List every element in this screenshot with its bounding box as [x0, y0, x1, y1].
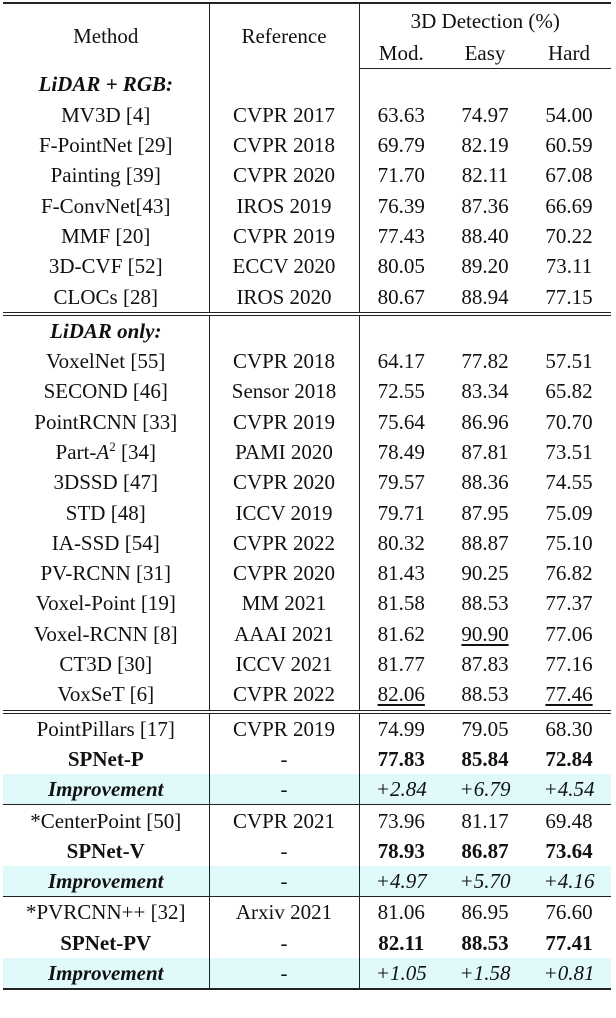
easy-value — [443, 251, 527, 281]
section-title-row — [3, 314, 611, 346]
improvement-row — [3, 866, 611, 897]
mod-value-text: 80.32 — [377, 530, 425, 555]
easy-value-text: 86.96 — [461, 409, 509, 434]
reference-cell: Sensor 2018 — [209, 376, 359, 406]
empty-cell — [359, 69, 443, 100]
mod-value — [359, 649, 443, 679]
table-row — [3, 160, 611, 190]
table-row — [3, 281, 611, 313]
method-cell: 3D-CVF [52] — [3, 251, 209, 281]
easy-value — [443, 407, 527, 437]
header-easy: Easy — [443, 38, 527, 69]
reference-cell: CVPR 2019 — [209, 407, 359, 437]
mod-value: 74.99 — [359, 712, 443, 744]
mod-value — [359, 467, 443, 497]
mod-value — [359, 588, 443, 618]
easy-value: 86.95 — [443, 897, 527, 928]
hard-value: 77.41 — [545, 930, 593, 955]
reference-cell: - — [209, 958, 359, 989]
ours-row — [3, 836, 611, 866]
hard-value-text: 75.09 — [545, 500, 593, 525]
easy-value — [443, 346, 527, 376]
hard-value — [527, 100, 611, 130]
method-cell: SPNet-V — [3, 836, 209, 866]
table-row — [3, 407, 611, 437]
easy-value-text: 87.95 — [461, 500, 509, 525]
easy-value-text: 87.36 — [461, 193, 509, 218]
reference-cell: Arxiv 2021 — [209, 897, 359, 928]
empty-cell — [527, 314, 611, 346]
mod-value-text: 81.43 — [377, 561, 425, 586]
reference-cell: IROS 2020 — [209, 281, 359, 313]
easy-value: +5.70 — [443, 866, 527, 897]
method-sup: 2 — [109, 439, 116, 454]
mod-value — [359, 221, 443, 251]
reference-cell: ICCV 2021 — [209, 649, 359, 679]
mod-value-text: 76.39 — [377, 193, 425, 218]
reference-cell: CVPR 2018 — [209, 346, 359, 376]
method-cell: STD [48] — [3, 497, 209, 527]
reference-cell: CVPR 2020 — [209, 160, 359, 190]
mod-value — [359, 528, 443, 558]
mod-value: 77.83 — [377, 746, 425, 771]
easy-value-text: 87.81 — [461, 440, 509, 464]
easy-value-text: 82.19 — [461, 133, 509, 158]
easy-value-text: 82.11 — [461, 163, 509, 188]
header-reference: Reference — [209, 3, 359, 69]
reference-cell: CVPR 2018 — [209, 130, 359, 160]
hard-value — [527, 619, 611, 649]
method-cell: MMF [20] — [3, 221, 209, 251]
hard-value — [527, 376, 611, 406]
hard-value — [527, 281, 611, 313]
mod-value-text: 81.62 — [377, 621, 425, 646]
easy-value-text: 90.25 — [461, 561, 509, 586]
detection-results-table — [3, 2, 611, 990]
mod-value-text: 80.67 — [377, 284, 425, 309]
improvement-label: Improvement — [3, 866, 209, 897]
header-hard: Hard — [527, 38, 611, 69]
mod-value — [359, 281, 443, 313]
table-row — [3, 528, 611, 558]
hard-value-text: 66.69 — [545, 193, 593, 218]
mod-value — [359, 376, 443, 406]
hard-value-text: 57.51 — [545, 349, 593, 374]
method-tail: [34] — [115, 440, 156, 464]
hard-value — [527, 407, 611, 437]
easy-value — [443, 130, 527, 160]
easy-value — [443, 100, 527, 130]
method-cell: F-ConvNet[43] — [3, 190, 209, 220]
mod-value — [359, 437, 443, 467]
table-row — [3, 619, 611, 649]
mod-value — [359, 100, 443, 130]
method-cell: CT3D [30] — [3, 649, 209, 679]
mod-value — [359, 497, 443, 527]
hard-value — [527, 497, 611, 527]
easy-value-text: 88.94 — [461, 284, 509, 309]
hard-value-text: 77.15 — [545, 284, 593, 309]
easy-value — [443, 528, 527, 558]
hard-value-text: 67.08 — [545, 163, 593, 188]
reference-cell: CVPR 2022 — [209, 679, 359, 711]
method-cell: F-PointNet [29] — [3, 130, 209, 160]
hard-value-text: 70.22 — [545, 223, 593, 248]
hard-value — [527, 588, 611, 618]
hard-value — [527, 558, 611, 588]
section-title: LiDAR + RGB: — [3, 69, 209, 100]
easy-value-text: 88.53 — [461, 591, 509, 616]
hard-value: 69.48 — [527, 805, 611, 836]
method-name-part: Part- — [55, 440, 97, 464]
baseline-row — [3, 897, 611, 928]
reference-cell: CVPR 2019 — [209, 712, 359, 744]
easy-value — [443, 619, 527, 649]
mod-value: +2.84 — [359, 774, 443, 805]
mod-value: 73.96 — [359, 805, 443, 836]
method-cell: SECOND [46] — [3, 376, 209, 406]
hard-value-text: 73.11 — [545, 254, 593, 279]
mod-value — [359, 619, 443, 649]
hard-value-text: 70.70 — [545, 409, 593, 434]
method-cell: SPNet-P — [3, 744, 209, 774]
hard-value-text: 77.16 — [545, 652, 593, 677]
section-title: LiDAR only: — [3, 314, 209, 346]
method-cell: CLOCs [28] — [3, 281, 209, 313]
easy-value — [443, 281, 527, 313]
improvement-label: Improvement — [3, 774, 209, 805]
mod-value — [359, 558, 443, 588]
table-row — [3, 497, 611, 527]
hard-value-text: 75.10 — [545, 530, 593, 555]
method-cell: PV-RCNN [31] — [3, 558, 209, 588]
hard-value: 73.64 — [545, 838, 593, 863]
table-row — [3, 558, 611, 588]
hard-value-text: 54.00 — [545, 102, 593, 127]
reference-cell: ECCV 2020 — [209, 251, 359, 281]
table-row — [3, 588, 611, 618]
method-cell: MV3D [4] — [3, 100, 209, 130]
method-cell: *CenterPoint [50] — [3, 805, 209, 836]
easy-value — [443, 467, 527, 497]
mod-value-text: 81.77 — [377, 652, 425, 677]
table-row — [3, 467, 611, 497]
easy-value-text: 89.20 — [461, 254, 509, 279]
method-cell: 3DSSD [47] — [3, 467, 209, 497]
empty-cell — [443, 69, 527, 100]
mod-value-text: 78.49 — [377, 440, 425, 464]
easy-value-text: 74.97 — [461, 102, 509, 127]
baseline-row — [3, 805, 611, 836]
reference-cell: - — [209, 774, 359, 805]
header-3d-detection: 3D Detection (%) — [359, 3, 611, 38]
table-row — [3, 100, 611, 130]
hard-value-text: 73.51 — [545, 440, 593, 464]
easy-value — [443, 160, 527, 190]
easy-value-text: 88.40 — [461, 223, 509, 248]
empty-cell — [443, 314, 527, 346]
mod-value-text: 75.64 — [377, 409, 425, 434]
method-cell — [3, 437, 209, 467]
hard-value — [527, 130, 611, 160]
empty-cell — [359, 314, 443, 346]
reference-cell: AAAI 2021 — [209, 619, 359, 649]
hard-value — [527, 160, 611, 190]
table-row — [3, 679, 611, 711]
reference-cell: CVPR 2017 — [209, 100, 359, 130]
hard-value — [527, 437, 611, 467]
easy-value: +1.58 — [443, 958, 527, 989]
mod-value — [359, 130, 443, 160]
method-cell: Voxel-RCNN [8] — [3, 619, 209, 649]
header-method: Method — [3, 3, 209, 69]
mod-value-text: 72.55 — [377, 379, 425, 404]
mod-value-text: 71.70 — [377, 163, 425, 188]
easy-value: 81.17 — [443, 805, 527, 836]
section-title-row — [3, 69, 611, 100]
easy-value — [443, 437, 527, 467]
table-row — [3, 251, 611, 281]
easy-value-text: 90.90 — [461, 621, 509, 646]
empty-cell — [209, 314, 359, 346]
hard-value: 72.84 — [545, 746, 593, 771]
hard-value: 68.30 — [527, 712, 611, 744]
hard-value: +4.16 — [527, 866, 611, 897]
results-table-container — [3, 2, 611, 990]
method-cell: *PVRCNN++ [32] — [3, 897, 209, 928]
hard-value: +4.54 — [527, 774, 611, 805]
hard-value: +0.81 — [527, 958, 611, 989]
hard-value-text: 60.59 — [545, 133, 593, 158]
easy-value — [443, 588, 527, 618]
mod-value-text: 69.79 — [377, 133, 425, 158]
reference-cell: CVPR 2019 — [209, 221, 359, 251]
easy-value: 86.87 — [461, 838, 509, 863]
method-cell: PointPillars [17] — [3, 712, 209, 744]
improvement-row — [3, 958, 611, 989]
empty-cell — [527, 69, 611, 100]
hard-value — [527, 221, 611, 251]
improvement-label: Improvement — [3, 958, 209, 989]
mod-value-text: 82.06 — [377, 682, 425, 707]
easy-value — [443, 221, 527, 251]
method-cell: Voxel-Point [19] — [3, 588, 209, 618]
mod-value — [359, 251, 443, 281]
mod-value-text: 80.05 — [377, 254, 425, 279]
mod-value-text: 79.71 — [377, 500, 425, 525]
reference-cell: ICCV 2019 — [209, 497, 359, 527]
hard-value-text: 77.37 — [545, 591, 593, 616]
easy-value-text: 87.83 — [461, 652, 509, 677]
easy-value — [443, 497, 527, 527]
method-cell: VoxSeT [6] — [3, 679, 209, 711]
hard-value — [527, 528, 611, 558]
hard-value — [527, 346, 611, 376]
mod-value — [359, 346, 443, 376]
method-math: A — [96, 440, 110, 464]
easy-value — [443, 649, 527, 679]
easy-value-text: 88.87 — [461, 530, 509, 555]
hard-value — [527, 679, 611, 711]
hard-value — [527, 190, 611, 220]
mod-value-text: 64.17 — [377, 349, 425, 374]
reference-cell: - — [209, 836, 359, 866]
reference-cell: CVPR 2021 — [209, 805, 359, 836]
table-row — [3, 130, 611, 160]
easy-value: 85.84 — [461, 746, 509, 771]
hard-value-text: 74.55 — [545, 470, 593, 495]
hard-value: 76.60 — [527, 897, 611, 928]
table-row — [3, 376, 611, 406]
hard-value-text: 65.82 — [545, 379, 593, 404]
ours-row — [3, 744, 611, 774]
ours-row — [3, 928, 611, 958]
reference-cell: - — [209, 866, 359, 897]
easy-value: 88.53 — [461, 930, 509, 955]
table-row — [3, 437, 611, 467]
hard-value-text: 76.82 — [545, 561, 593, 586]
reference-cell: PAMI 2020 — [209, 437, 359, 467]
table-row — [3, 221, 611, 251]
hard-value — [527, 649, 611, 679]
reference-cell: - — [209, 928, 359, 958]
easy-value — [443, 376, 527, 406]
reference-cell: CVPR 2020 — [209, 467, 359, 497]
mod-value — [359, 679, 443, 711]
hard-value-text: 77.46 — [545, 682, 593, 707]
reference-cell: CVPR 2020 — [209, 558, 359, 588]
mod-value-text: 79.57 — [377, 470, 425, 495]
reference-cell: IROS 2019 — [209, 190, 359, 220]
table-row — [3, 649, 611, 679]
table-row — [3, 346, 611, 376]
reference-cell: MM 2021 — [209, 588, 359, 618]
mod-value-text: 63.63 — [377, 102, 425, 127]
mod-value — [359, 407, 443, 437]
easy-value-text: 77.82 — [461, 349, 509, 374]
hard-value — [527, 251, 611, 281]
method-cell: PointRCNN [33] — [3, 407, 209, 437]
reference-cell: CVPR 2022 — [209, 528, 359, 558]
easy-value: +6.79 — [443, 774, 527, 805]
mod-value: 82.11 — [378, 930, 425, 955]
mod-value: 78.93 — [377, 838, 425, 863]
easy-value — [443, 679, 527, 711]
easy-value-text: 88.53 — [461, 682, 509, 707]
easy-value-text: 83.34 — [461, 379, 509, 404]
header-mod: Mod. — [359, 38, 443, 69]
baseline-row — [3, 712, 611, 744]
method-cell: Painting [39] — [3, 160, 209, 190]
easy-value — [443, 190, 527, 220]
reference-cell: - — [209, 744, 359, 774]
easy-value-text: 88.36 — [461, 470, 509, 495]
method-cell: SPNet-PV — [3, 928, 209, 958]
mod-value: +4.97 — [359, 866, 443, 897]
method-cell: IA-SSD [54] — [3, 528, 209, 558]
hard-value-text: 77.06 — [545, 621, 593, 646]
improvement-row — [3, 774, 611, 805]
mod-value: 81.06 — [359, 897, 443, 928]
mod-value — [359, 190, 443, 220]
table-row — [3, 190, 611, 220]
mod-value: +1.05 — [359, 958, 443, 989]
hard-value — [527, 467, 611, 497]
mod-value — [359, 160, 443, 190]
method-cell: VoxelNet [55] — [3, 346, 209, 376]
mod-value-text: 81.58 — [377, 591, 425, 616]
mod-value-text: 77.43 — [377, 223, 425, 248]
easy-value — [443, 558, 527, 588]
empty-cell — [209, 69, 359, 100]
easy-value: 79.05 — [443, 712, 527, 744]
